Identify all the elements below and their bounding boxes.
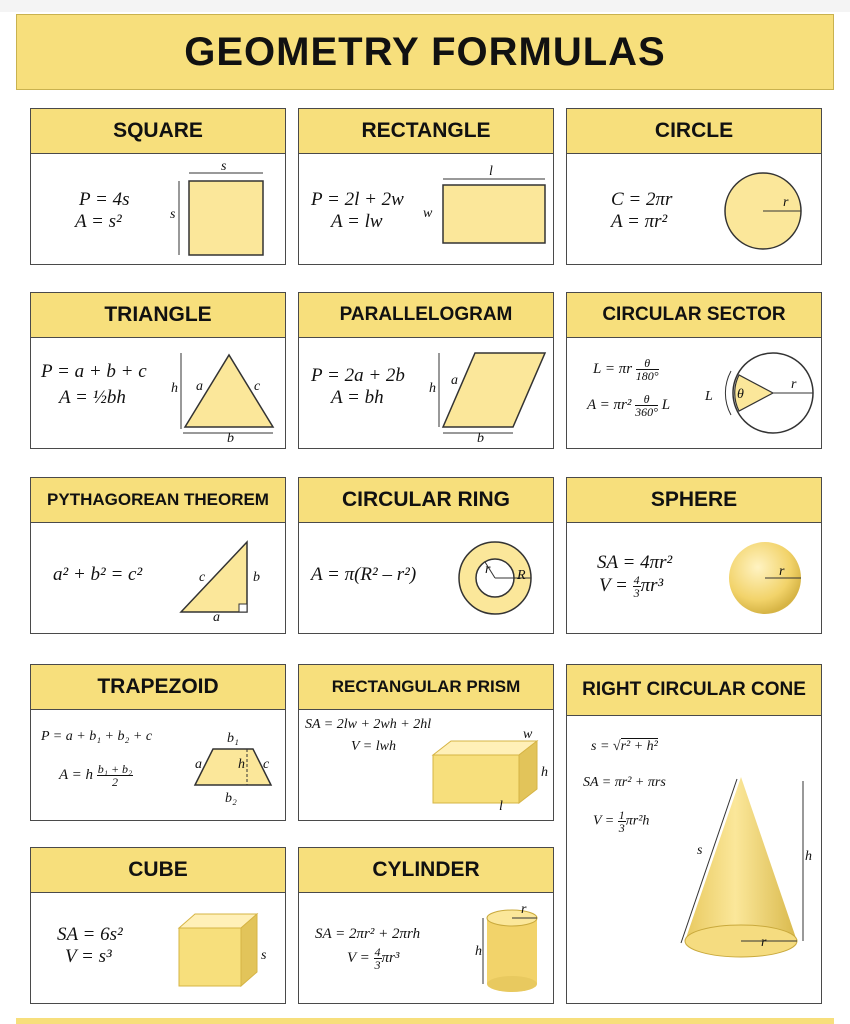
- fraction-den: 3: [374, 958, 381, 972]
- formula-volume-left: V =: [599, 574, 633, 596]
- formula-surface-area: SA = 2πr² + 2πrh: [315, 926, 421, 942]
- formula-slant-left: s =: [591, 739, 613, 754]
- card-header: [31, 109, 285, 154]
- card-header: [31, 478, 285, 523]
- label-a: a: [196, 379, 203, 394]
- label-R: R: [517, 568, 526, 583]
- formula-area: A = s²: [75, 211, 122, 232]
- fraction-theta-180: [636, 357, 659, 382]
- label-h: h: [238, 757, 245, 772]
- card-header: [299, 665, 553, 710]
- bottom-strip: [16, 1018, 834, 1024]
- label-h: h: [475, 944, 482, 959]
- label-r: r: [485, 562, 491, 577]
- formula-area-suffix: L: [661, 396, 671, 413]
- formula-area: A = πr²: [611, 211, 668, 232]
- rectangle-diagram: [427, 169, 551, 253]
- label-c: c: [263, 757, 270, 772]
- label-h: h: [429, 381, 436, 396]
- label-a: a: [195, 757, 202, 772]
- card-header: [567, 109, 821, 154]
- formula-surface-area: SA = 6s²: [57, 924, 123, 945]
- cone-diagram: [675, 771, 811, 971]
- card-circle: [566, 108, 822, 265]
- formula-arc-left: L = πr: [593, 360, 633, 377]
- label-a: a: [213, 610, 220, 625]
- page-title: GEOMETRY FORMULAS: [184, 29, 666, 74]
- card-header: [299, 109, 553, 154]
- card-trapezoid: [30, 664, 286, 821]
- formula-volume-left: V =: [347, 949, 374, 966]
- card-cube: [30, 847, 286, 1004]
- label-L: L: [705, 389, 713, 404]
- fraction-den: 3: [633, 586, 640, 600]
- formula-volume-left: V =: [593, 813, 618, 829]
- card-square: [30, 108, 286, 265]
- label-h: h: [805, 849, 812, 864]
- card-title: CYLINDER: [372, 858, 480, 881]
- label-c: c: [199, 570, 206, 585]
- formula-volume-right: πr³: [640, 574, 664, 596]
- fraction-1-3: [618, 809, 626, 834]
- label-l: l: [489, 164, 493, 179]
- formula-circumference: C = 2πr: [611, 189, 673, 210]
- card-circular-sector: [566, 292, 822, 449]
- card-header: [299, 293, 553, 338]
- card-title: RECTANGULAR PRISM: [331, 677, 521, 696]
- card-title: PARALLELOGRAM: [339, 304, 513, 325]
- prism-diagram: [429, 737, 541, 805]
- card-title: CUBE: [128, 858, 188, 881]
- card-title: CIRCLE: [654, 119, 734, 142]
- fraction-bases: [97, 763, 133, 788]
- label-r: r: [521, 902, 527, 917]
- formula-perimeter: P = a + b + c: [41, 361, 147, 382]
- fraction-num: θ: [635, 393, 658, 406]
- formula-volume: [599, 574, 663, 599]
- label-w: w: [423, 206, 433, 221]
- fraction-num: θ: [636, 357, 659, 370]
- card-title: CIRCULAR RING: [342, 488, 510, 511]
- label-c: c: [254, 379, 261, 394]
- top-strip: [0, 0, 850, 12]
- card-title: SPHERE: [650, 488, 738, 511]
- label-r: r: [791, 377, 797, 392]
- card-title: RECTANGLE: [361, 119, 491, 142]
- card-title: CIRCULAR SECTOR: [602, 304, 786, 325]
- right-triangle-diagram: [177, 538, 253, 618]
- formula-perimeter: P = a + b₁ + b₂ + c: [41, 729, 153, 744]
- card-header: [31, 848, 285, 893]
- card-pythagorean: [30, 477, 286, 634]
- card-header: [31, 665, 285, 710]
- label-s-side: s: [170, 207, 176, 222]
- card-cone: [566, 664, 822, 1004]
- label-a: a: [451, 373, 458, 388]
- label-b2: b₂: [225, 791, 237, 806]
- formula-surface-area: SA = πr² + πrs: [583, 775, 666, 790]
- card-rectangle: [298, 108, 554, 265]
- fraction-theta-360: [635, 393, 658, 418]
- card-cylinder: [298, 847, 554, 1004]
- fraction-den: 360°: [635, 405, 658, 419]
- formula-slant-radicand: r² + h²: [620, 739, 658, 754]
- square-diagram: [171, 163, 271, 263]
- formula-pythagorean: a² + b² = c²: [53, 564, 143, 585]
- label-h: h: [541, 765, 548, 780]
- circle-diagram: [723, 171, 807, 255]
- formula-area: A = ½bh: [59, 387, 126, 408]
- card-parallelogram: [298, 292, 554, 449]
- fraction-den: 180°: [635, 369, 659, 383]
- card-title: TRAPEZOID: [97, 675, 219, 698]
- fraction-den: 2: [111, 775, 118, 789]
- fraction-num: b₁ + b₂: [97, 762, 133, 776]
- card-title: TRIANGLE: [104, 303, 212, 326]
- card-title: SQUARE: [113, 119, 203, 142]
- label-s: s: [697, 843, 703, 858]
- label-w: w: [523, 727, 533, 742]
- formula-area: [59, 763, 133, 788]
- card-rectangular-prism: [298, 664, 554, 821]
- formula-slant: [591, 739, 658, 755]
- formula-volume: [593, 809, 649, 834]
- formula-perimeter: P = 2a + 2b: [311, 365, 405, 386]
- label-b1: b₁: [227, 731, 239, 746]
- fraction-num: 4: [633, 573, 640, 587]
- formula-surface-area: SA = 2lw + 2wh + 2hl: [305, 717, 432, 732]
- card-circular-ring: [298, 477, 554, 634]
- card-header: [299, 848, 553, 893]
- fraction-den: 3: [618, 821, 625, 835]
- formula-perimeter: P = 4s: [79, 189, 130, 210]
- card-sphere: [566, 477, 822, 634]
- sqrt-icon: √: [612, 739, 621, 754]
- formula-area-left: A = πr²: [587, 396, 632, 413]
- label-l: l: [499, 799, 503, 814]
- formula-ring-area: A = π(R² – r²): [311, 564, 417, 585]
- label-r: r: [783, 195, 789, 210]
- label-s-top: s: [221, 159, 227, 174]
- cube-diagram: [177, 910, 261, 990]
- card-header: [299, 478, 553, 523]
- sphere-diagram: [727, 540, 807, 620]
- card-header: [567, 665, 821, 716]
- card-title: RIGHT CIRCULAR CONE: [582, 679, 806, 700]
- label-r: r: [779, 564, 785, 579]
- label-r: r: [761, 935, 767, 950]
- fraction-4-3: [374, 946, 382, 971]
- formula-sector-area: [587, 393, 670, 418]
- fraction-4-3: [633, 574, 641, 599]
- formula-arc-length: [593, 357, 659, 382]
- formula-perimeter: P = 2l + 2w: [311, 189, 404, 210]
- sector-diagram: [713, 349, 819, 441]
- cylinder-diagram: [483, 906, 547, 996]
- label-h: h: [171, 381, 178, 396]
- fraction-num: 1: [618, 808, 625, 822]
- formula-area-left: A = h: [59, 766, 94, 783]
- label-b: b: [477, 431, 484, 446]
- formula-volume: V = s³: [65, 946, 112, 967]
- card-triangle: [30, 292, 286, 449]
- card-header: [31, 293, 285, 338]
- label-theta: θ: [737, 387, 744, 402]
- label-s: s: [261, 948, 267, 963]
- formula-area: A = lw: [331, 211, 383, 232]
- formula-volume: V = lwh: [351, 739, 396, 754]
- formula-volume: [347, 946, 399, 971]
- formula-area: A = bh: [331, 387, 384, 408]
- label-b: b: [227, 431, 234, 446]
- formula-volume-right: πr²h: [625, 813, 650, 829]
- formula-volume-right: πr³: [381, 949, 400, 966]
- card-header: [567, 293, 821, 338]
- card-title: PYTHAGOREAN THEOREM: [47, 490, 269, 509]
- formula-surface-area: SA = 4πr²: [597, 552, 673, 573]
- label-b: b: [253, 570, 260, 585]
- card-header: [567, 478, 821, 523]
- fraction-num: 4: [374, 945, 381, 959]
- parallelogram-diagram: [435, 351, 549, 437]
- header-banner: [16, 14, 834, 90]
- triangle-diagram: [177, 351, 277, 437]
